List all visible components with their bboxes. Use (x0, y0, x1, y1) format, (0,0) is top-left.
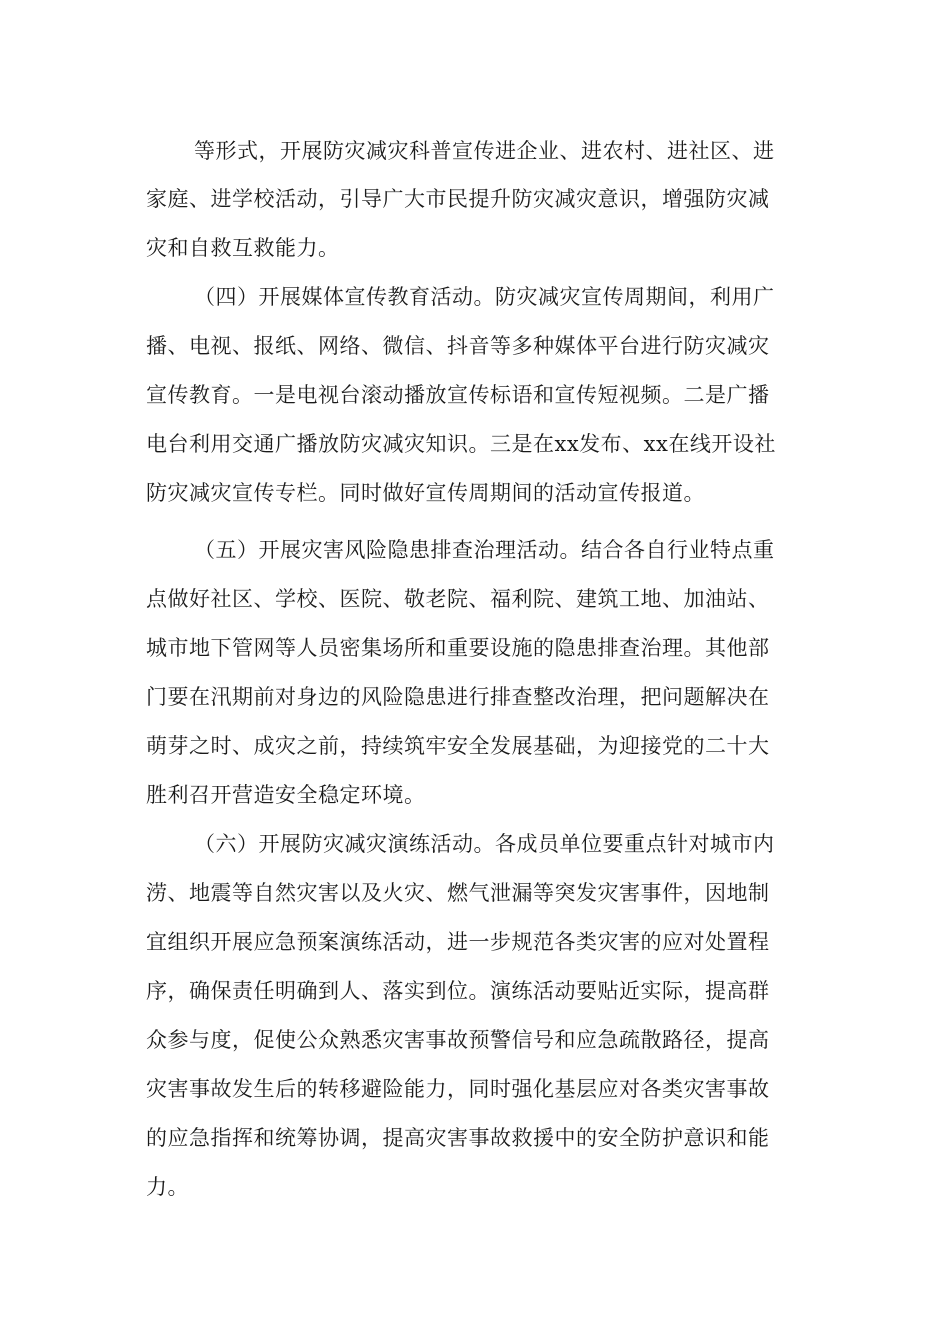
text-line: 电台利用交通广播放防灾减灾知识。三是在xx发布、xx在线开设社 (146, 432, 776, 456)
text-line: 等形式，开展防灾减灾科普宣传进企业、进农村、进社区、进 (194, 139, 775, 163)
text-line: 宣传教育。一是电视台滚动播放宣传标语和宣传短视频。二是广播 (146, 383, 770, 407)
text-line: 涝、地震等自然灾害以及火灾、燃气泄漏等突发灾害事件，因地制 (146, 881, 770, 905)
text-line: 萌芽之时、成灾之前，持续筑牢安全发展基础，为迎接党的二十大 (146, 734, 770, 758)
text-line: 家庭、进学校活动，引导广大市民提升防灾减灾意识，增强防灾减 (146, 187, 770, 211)
paragraph-heading-line: （五）开展灾害风险隐患排查治理活动。结合各自行业特点重 (194, 538, 775, 562)
paragraph-heading-line: （六）开展防灾减灾演练活动。各成员单位要重点针对城市内 (194, 832, 775, 856)
text-line: 序，确保责任明确到人、落实到位。演练活动要贴近实际，提高群 (146, 979, 770, 1003)
text-line: 宜组织开展应急预案演练活动，进一步规范各类灾害的应对处置程 (146, 930, 770, 954)
text-line: 播、电视、报纸、网络、微信、抖音等多种媒体平台进行防灾减灾 (146, 334, 770, 358)
paragraph-heading-line: （四）开展媒体宣传教育活动。防灾减灾宣传周期间，利用广 (194, 285, 775, 309)
text-line: 众参与度，促使公众熟悉灾害事故预警信号和应急疏散路径，提高 (146, 1028, 770, 1052)
text-line: 灾和自救互救能力。 (146, 236, 340, 260)
text-line: 灾害事故发生后的转移避险能力，同时强化基层应对各类灾害事故 (146, 1077, 770, 1101)
text-line: 防灾减灾宣传专栏。同时做好宣传周期间的活动宣传报道。 (146, 481, 705, 505)
text-line: 门要在汛期前对身边的风险隐患进行排查整改治理，把问题解决在 (146, 685, 770, 709)
text-line: 的应急指挥和统筹协调，提高灾害事故救援中的安全防护意识和能 (146, 1126, 770, 1150)
text-line: 城市地下管网等人员密集场所和重要设施的隐患排查治理。其他部 (146, 636, 770, 660)
text-line: 胜利召开营造安全稳定环境。 (146, 783, 426, 807)
text-line: 力。 (146, 1175, 189, 1199)
text-line: 点做好社区、学校、医院、敬老院、福利院、建筑工地、加油站、 (146, 587, 770, 611)
